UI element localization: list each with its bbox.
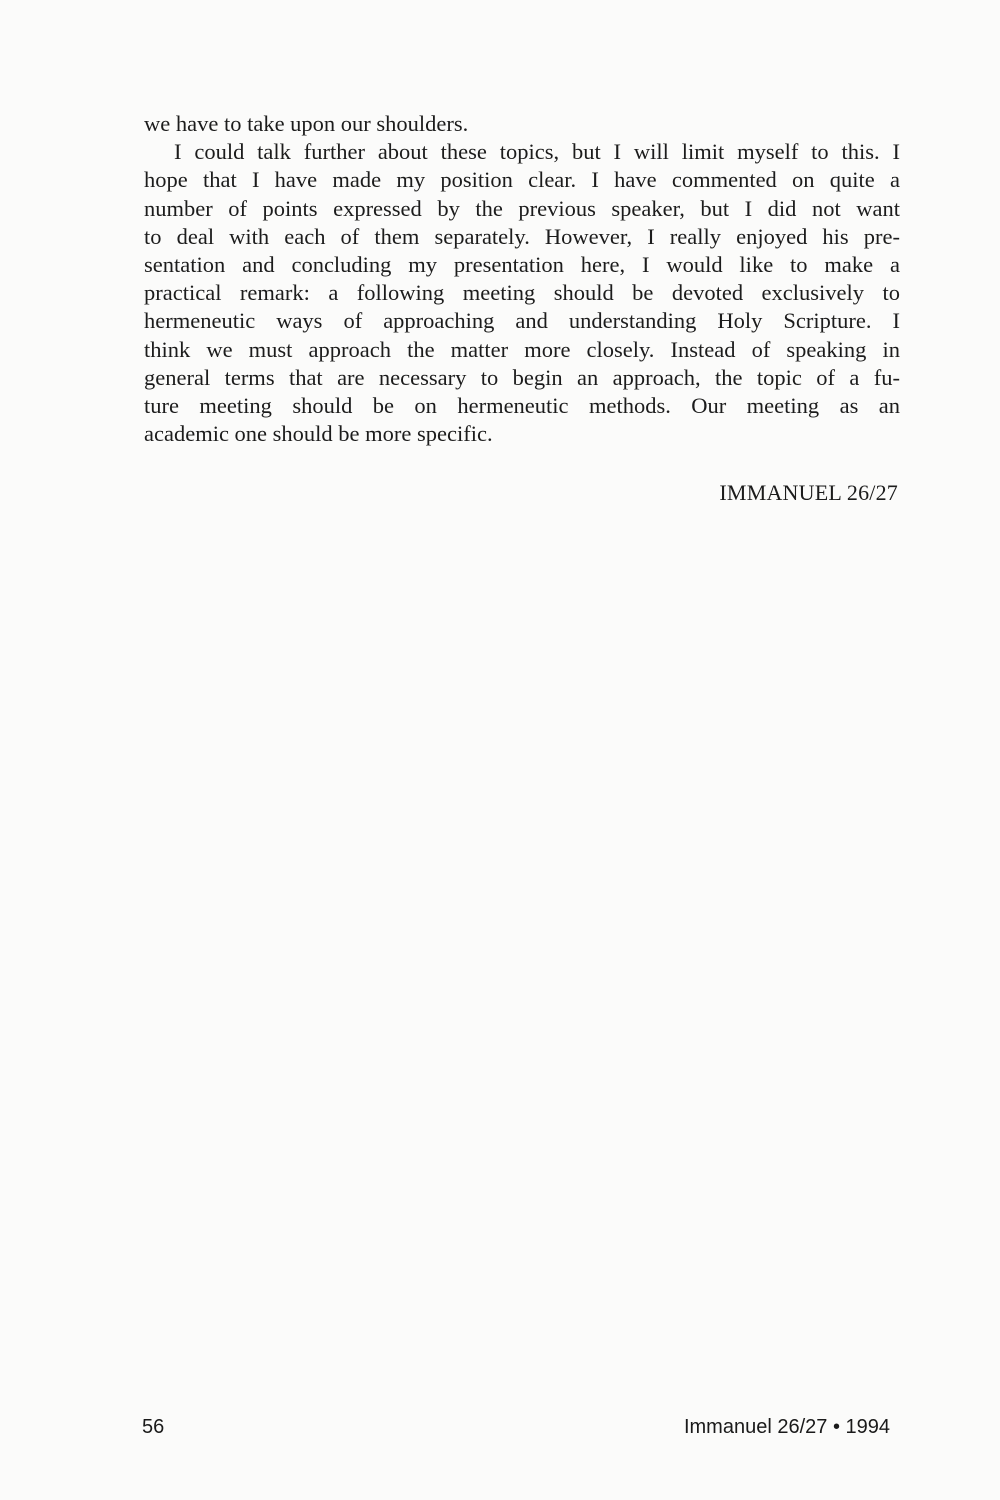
- body-line: number of points expressed by the previous speaker, but I did not want: [144, 195, 900, 221]
- body-text: [144, 110, 900, 448]
- body-line: general terms that are necessary to begin an approach, the topic of a fu-: [144, 364, 900, 390]
- page-number: 56: [142, 1416, 165, 1438]
- signature: IMMANUEL 26/27: [719, 480, 898, 505]
- body-line: hermeneutic ways of approaching and understanding Holy Scripture. I: [144, 308, 900, 334]
- body-line: to deal with each of them separately. However, I really enjoyed his pre-: [144, 223, 900, 249]
- journal-footer: Immanuel 26/27 • 1994: [683, 1416, 890, 1438]
- body-line: I could talk further about these topics, but I will limit myself to this. I: [174, 139, 900, 165]
- body-line: academic one should be more specific.: [144, 421, 493, 447]
- body-line: ture meeting should be on hermeneutic methods. Our meeting as an: [144, 392, 900, 418]
- body-line: sentation and concluding my presentation here, I would like to make a: [144, 251, 900, 277]
- body-line: we have to take upon our shoulders.: [144, 111, 469, 136]
- body-line: think we must approach the matter more closely. Instead of speaking in: [144, 336, 900, 362]
- body-line: practical remark: a following meeting should be devoted exclusively to: [144, 280, 900, 306]
- body-line: hope that I have made my position clear. I have commented on quite a: [144, 167, 900, 193]
